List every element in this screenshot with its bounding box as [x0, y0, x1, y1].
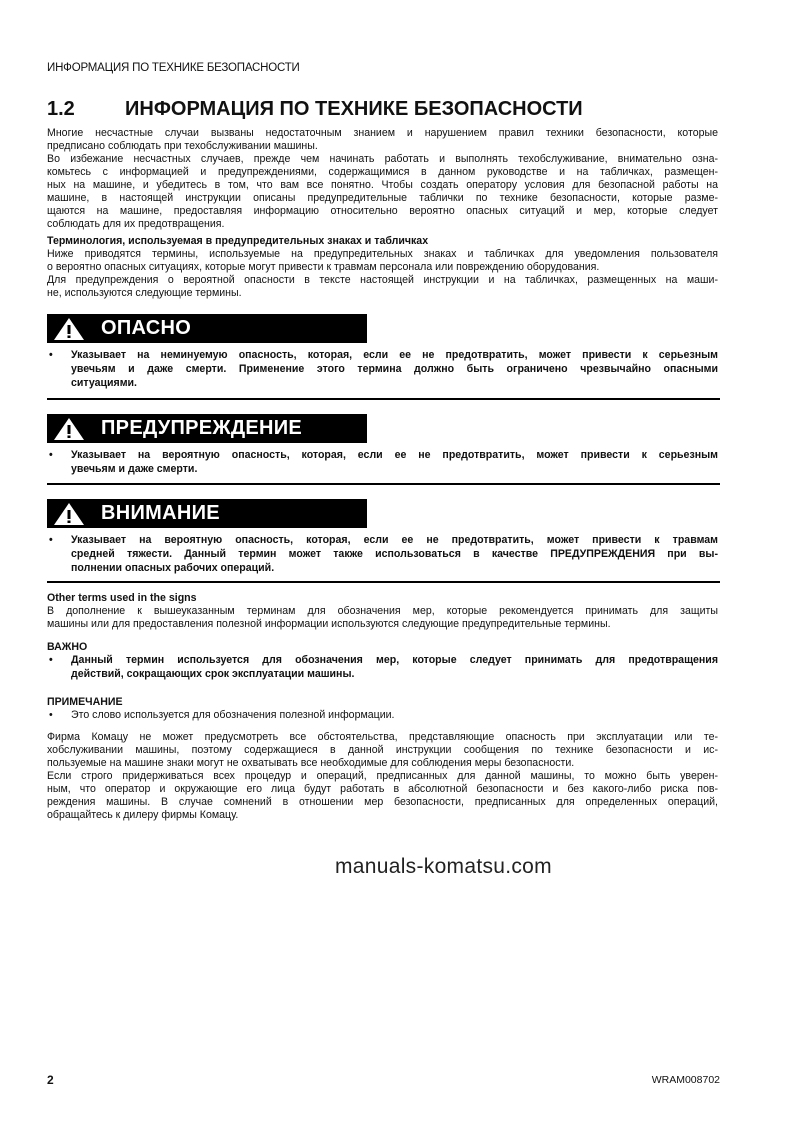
text-line: В дополнение к вышеуказанным терминам для обозначения мер, которые рекомендуется принимать для защиты [47, 605, 718, 617]
terminology-heading: Терминология, используемая в предупредительных знаках и табличках [47, 235, 429, 247]
text-line: Указывает на неминуемую опасность, которая, если ее не предотвратить, может привести к серьезным [71, 349, 718, 361]
closing-paragraph-2 [47, 770, 718, 822]
intro-paragraph-2 [47, 153, 718, 231]
section-title [47, 98, 583, 121]
text-line: ным, что оператор и окружающие его лица будут работать в абсолютной безопасности и без какого-либо риска пов- [47, 783, 718, 795]
divider [47, 483, 720, 485]
document-code: WRAM008702 [651, 1074, 720, 1086]
caution-banner [47, 499, 367, 528]
section-number: 1.2 [47, 98, 75, 120]
text-line: Указывает на вероятную опасность, которая, если ее не предотвратить, может привести к травмам [71, 534, 718, 546]
important-heading: ВАЖНО [47, 641, 88, 653]
text-line: Указывает на вероятную опасность, которая, если ее не предотвратить, может привести к серьезным [71, 449, 718, 461]
warning-triangle-icon [53, 317, 85, 341]
text-line: средней тяжести. Данный термин может также использоваться в качестве ПРЕДУПРЕЖДЕНИЯ при вы- [71, 548, 718, 560]
text-line: Если строго придерживаться всех процедур и операций, предписанных для данной машины, то можно быть уверен- [47, 770, 718, 782]
text-line: Во избежание несчастных случаев, прежде чем начинать работать и выполнять техобслуживание, внимательно озна- [47, 153, 718, 165]
text-line: Это слово используется для обозначения полезной информации. [71, 709, 395, 721]
warning-banner [47, 414, 367, 443]
closing-paragraph-1 [47, 731, 718, 770]
watermark: manuals-komatsu.com [335, 855, 552, 878]
text-line: обращайтесь к дилеру фирмы Комацу. [47, 809, 239, 821]
text-line: пользуемые на машине знаки могут не охватывать все необходимые для соблюдения меры безопасности. [47, 757, 575, 769]
warning-description [47, 448, 718, 476]
bullet: • [49, 654, 53, 666]
text-line: машины или для предоставления полезной информации используются следующие предупредительные термины. [47, 618, 611, 630]
text-line: машине, в настоящей инструкции описаны предупредительные таблички по технике безопасности, которые разме- [47, 192, 718, 204]
other-terms-paragraph [47, 605, 718, 631]
bullet: • [49, 534, 53, 546]
text-line: Ниже приводятся термины, используемые на предупредительных знаках и табличках для уведомления пользователя [47, 248, 718, 260]
text-line: о вероятно опасных ситуациях, которые могут привести к травмам персонала или повреждению оборудования. [47, 261, 600, 273]
warning-triangle-icon [53, 502, 85, 526]
text-line: не, используются следующие термины. [47, 287, 242, 299]
divider [47, 581, 720, 583]
bullet: • [49, 349, 53, 361]
terminology-paragraph-1 [47, 248, 718, 274]
danger-description [47, 348, 718, 390]
note-description [47, 708, 718, 722]
other-terms-heading: Other terms used in the signs [47, 592, 197, 604]
text-line: соблюдать для их предотвращения. [47, 218, 225, 230]
text-line: ситуациями. [71, 377, 137, 389]
text-line: Многие несчастные случаи вызваны недостаточным знанием и нарушением правил техники безопасности, которые [47, 127, 718, 139]
text-line: ных на машине, и убедитесь в том, что вам все понятно. Чтобы создать оператору условия для безопасной работы на [47, 179, 718, 191]
text-line: увечьям и даже смерти. [71, 463, 198, 475]
text-line: щаются на машине, предоставляя информацию относительно вероятно опасных ситуаций и мер, которые следует [47, 205, 718, 217]
caution-label: ВНИМАНИЕ [101, 502, 220, 524]
bullet: • [49, 709, 53, 721]
text-line: хобслуживании машины, поэтому содержащиеся в данной инструкции сообщения по технике безопасности и ис- [47, 744, 718, 756]
text-line: полнении опасных рабочих операций. [71, 562, 275, 574]
bullet: • [49, 449, 53, 461]
text-line: Фирма Комацу не может предусмотреть все обстоятельства, представляющие опасность при эксплуатации или те- [47, 731, 718, 743]
warning-triangle-icon [53, 417, 85, 441]
text-line: предписано соблюдать при техобслуживании машины. [47, 140, 318, 152]
danger-banner [47, 314, 367, 343]
note-heading: ПРИМЕЧАНИЕ [47, 696, 123, 708]
intro-paragraph-1 [47, 127, 718, 153]
caution-description [47, 533, 718, 575]
running-header: ИНФОРМАЦИЯ ПО ТЕХНИКЕ БЕЗОПАСНОСТИ [47, 62, 300, 74]
text-line: Данный термин используется для обозначения мер, которые следует принимать для предотвращения [71, 654, 718, 666]
section-title-text: ИНФОРМАЦИЯ ПО ТЕХНИКЕ БЕЗОПАСНОСТИ [125, 98, 583, 120]
page-number: 2 [47, 1073, 54, 1087]
important-description [47, 653, 718, 681]
warning-label: ПРЕДУПРЕЖДЕНИЕ [101, 417, 303, 439]
text-line: комьтесь с информацией и предупреждениями, содержащимися в данном руководстве и на табличках, размещен- [47, 166, 718, 178]
divider [47, 398, 720, 400]
text-line: увечьям и даже смерти. Применение этого термина должно быть ограничено чрезвычайно опасными [71, 363, 718, 375]
text-line: реждения машины. В случае сомнений в отношении мер безопасности, предписанных для определенных операций, [47, 796, 718, 808]
text-line: Для предупреждения о вероятной опасности в тексте настоящей инструкции и на табличках, размещенных на маши- [47, 274, 718, 286]
text-line: действий, сокращающих срок эксплуатации машины. [71, 668, 355, 680]
danger-label: ОПАСНО [101, 317, 192, 339]
terminology-paragraph-2 [47, 274, 718, 300]
